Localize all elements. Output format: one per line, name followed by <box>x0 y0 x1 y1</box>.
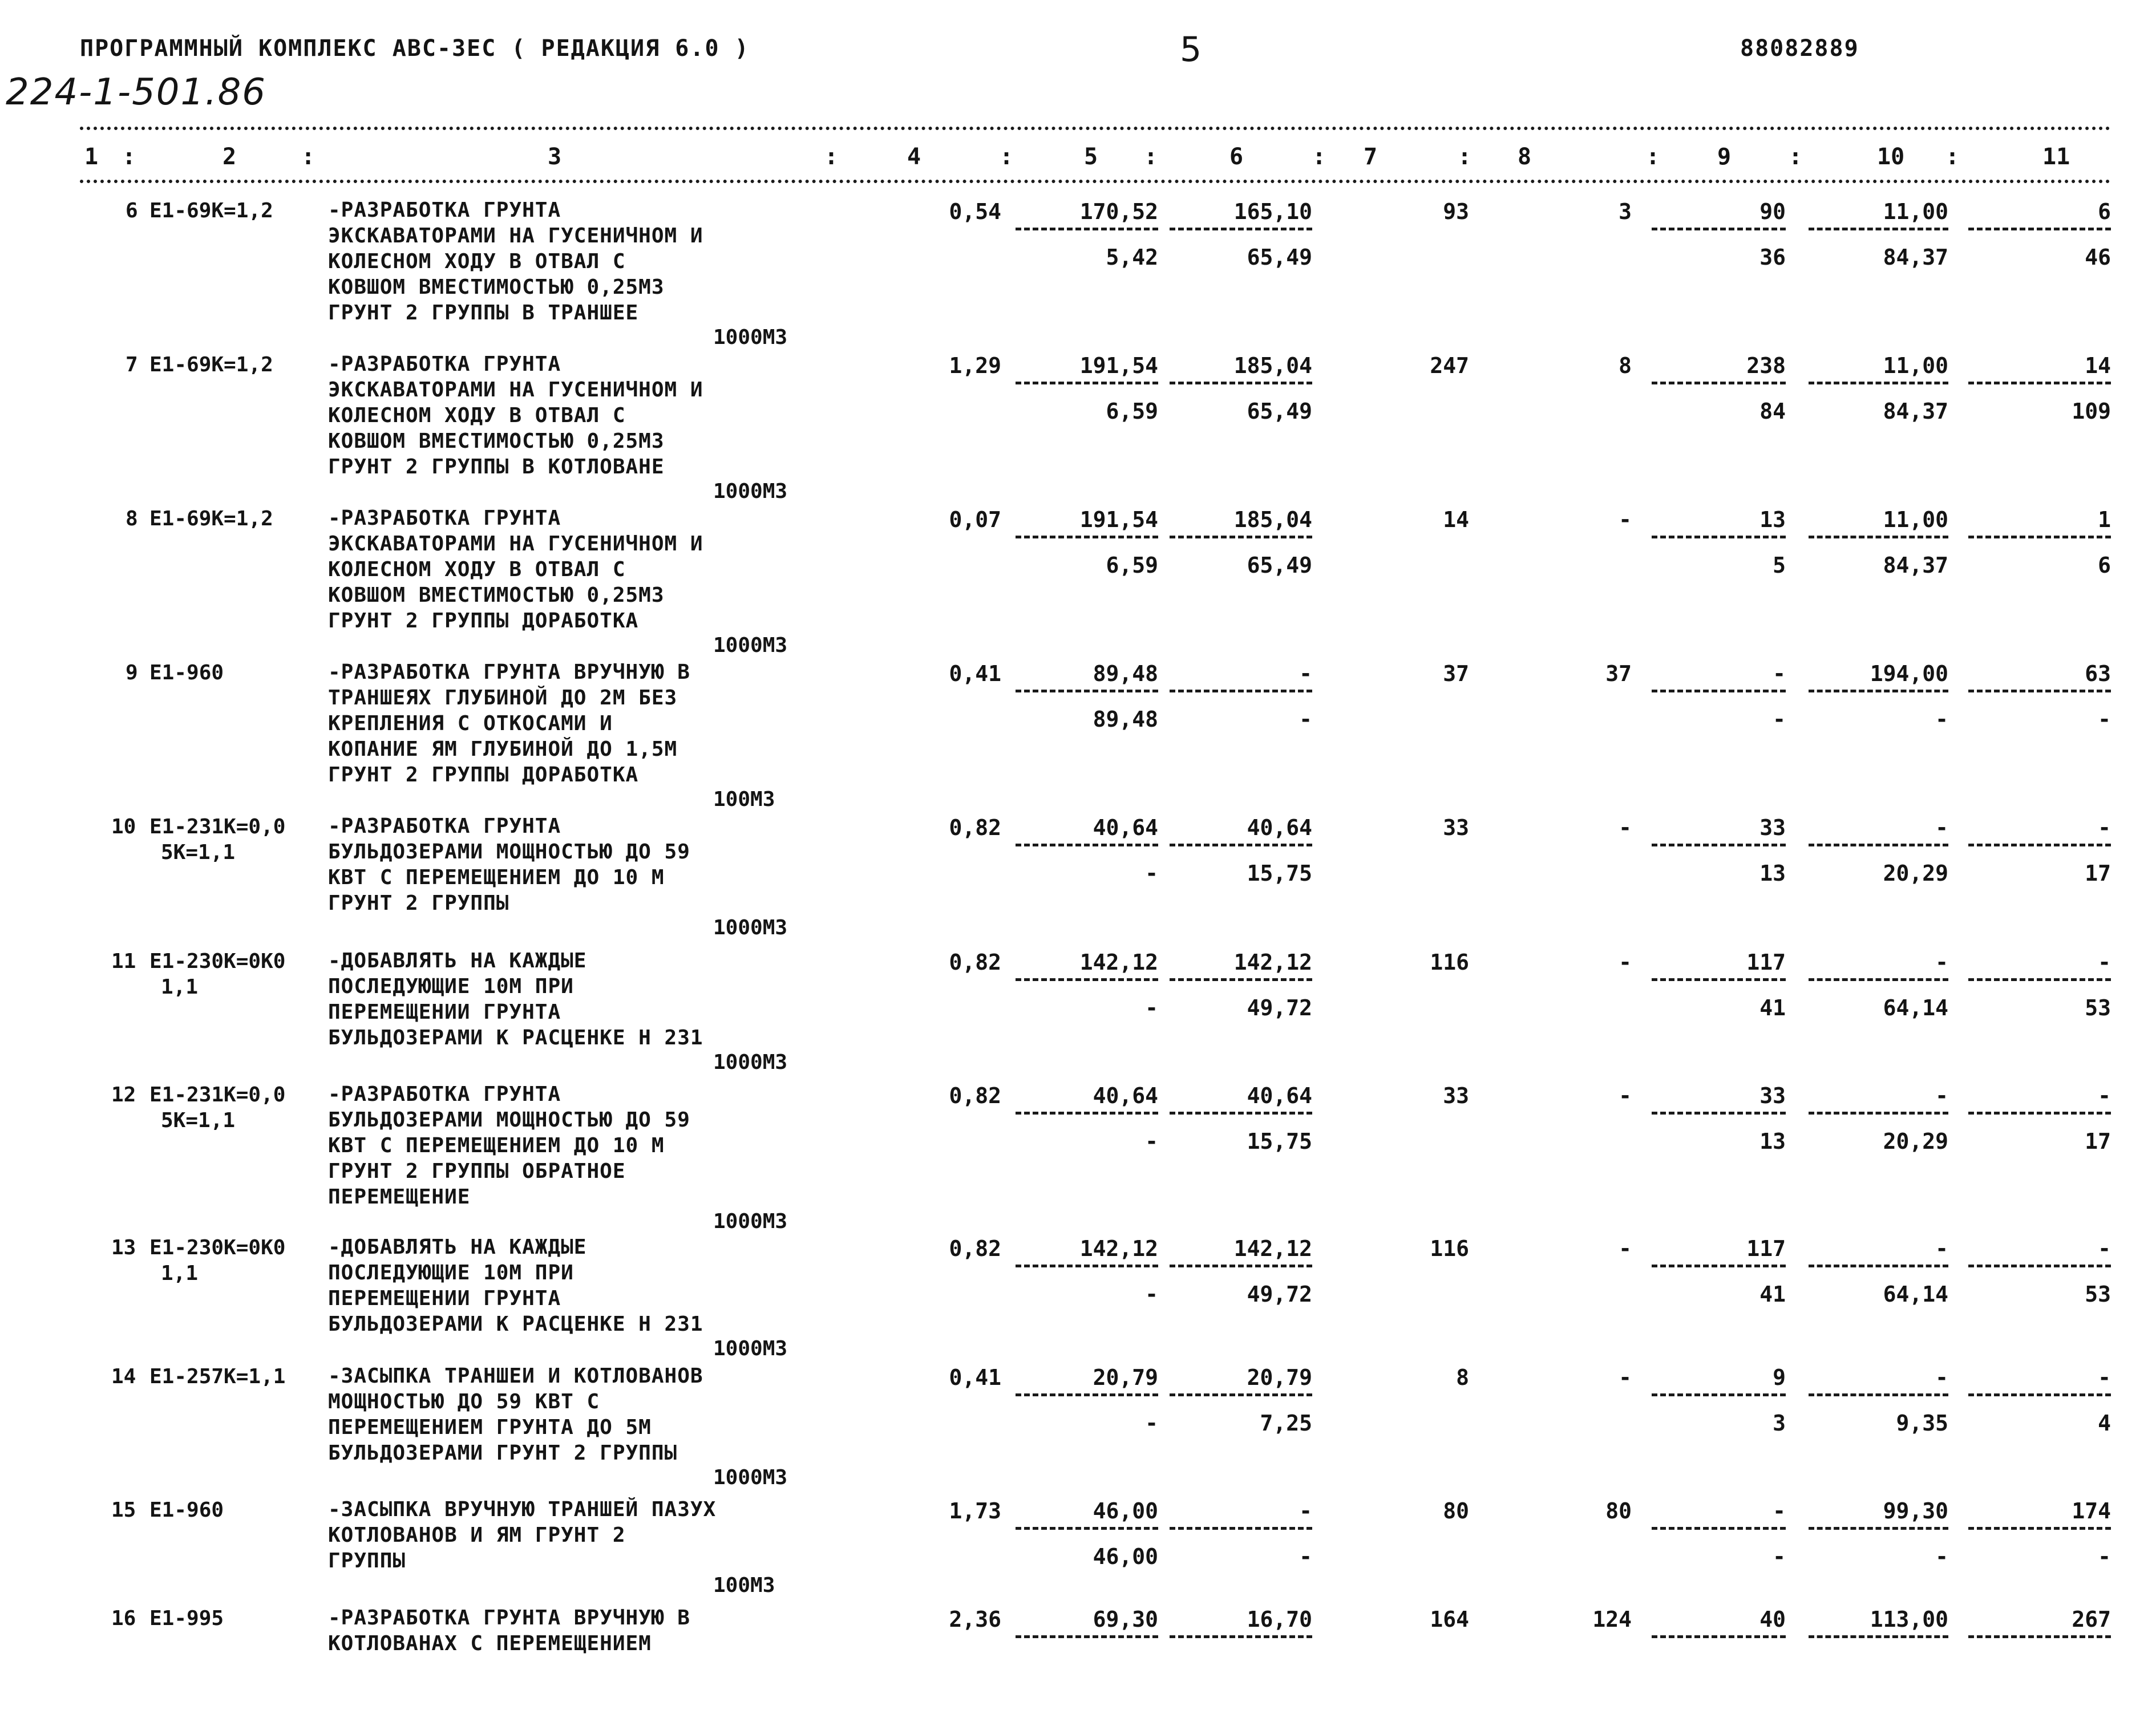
row-number: 9 <box>126 661 138 684</box>
cell-c5b: 46,00 <box>1093 1544 1158 1569</box>
cell-c9a: 33 <box>1759 1083 1786 1108</box>
row-code: Е1-960 <box>149 1498 224 1522</box>
cell-c10b: 84,37 <box>1883 553 1948 578</box>
value-divider <box>1170 228 1312 230</box>
value-divider <box>1809 844 1948 846</box>
column-separator: : <box>1312 144 1326 170</box>
column-header-10: 10 <box>1877 144 1905 170</box>
cell-c7: 33 <box>1443 1083 1469 1108</box>
cell-c10b: 64,14 <box>1883 1282 1948 1307</box>
cell-c5a: 20,79 <box>1093 1365 1158 1390</box>
column-header-2: 2 <box>223 144 237 170</box>
row-code-continuation: 1,1 <box>161 975 199 999</box>
value-divider <box>1809 1635 1948 1638</box>
value-divider <box>1652 1393 1786 1396</box>
cell-c5b: - <box>1145 861 1158 886</box>
cell-c11a: - <box>2098 950 2111 975</box>
row-number: 12 <box>111 1083 136 1107</box>
cell-c9a: 33 <box>1759 815 1786 840</box>
cell-c6b: - <box>1299 1544 1312 1569</box>
value-divider <box>1652 382 1786 384</box>
cell-c6b: 7,25 <box>1260 1411 1312 1436</box>
value-divider <box>1170 690 1312 692</box>
cell-c11a: 6 <box>2098 199 2111 224</box>
cell-c11a: 174 <box>2072 1498 2111 1523</box>
column-separator: : <box>301 144 315 170</box>
value-divider <box>1809 382 1948 384</box>
value-divider <box>1968 536 2111 538</box>
value-divider <box>1652 536 1786 538</box>
cell-c4: 0,82 <box>949 1236 1001 1261</box>
value-divider <box>1968 1112 2111 1115</box>
row-description: -ДОБАВЛЯТЬ НА КАЖДЫЕ ПОСЛЕДУЮЩИЕ 10М ПРИ ПЕРЕМЕЩЕНИИ ГРУНТА БУЛЬДОЗЕРАМИ К РАСЦЕНКЕ Н 231 <box>328 949 703 1050</box>
cell-c5b: - <box>1145 1129 1158 1154</box>
value-divider <box>1170 536 1312 538</box>
cell-c6b: 65,49 <box>1247 553 1312 578</box>
cell-c10b: 20,29 <box>1883 1129 1948 1154</box>
table-top-rule <box>80 127 2111 130</box>
cell-c6b: 49,72 <box>1247 995 1312 1020</box>
cell-c9b: 41 <box>1759 1282 1786 1307</box>
value-divider <box>1809 1265 1948 1267</box>
row-unit: 1000М3 <box>713 326 788 349</box>
value-divider <box>1016 1265 1158 1267</box>
value-divider <box>1968 844 2111 846</box>
row-code: Е1-230К=0К0 <box>149 1236 286 1259</box>
column-separator: : <box>1144 144 1158 170</box>
row-description: -ЗАСЫПКА ВРУЧНУЮ ТРАНШЕЙ ПАЗУХ КОТЛОВАНОВ И ЯМ ГРУНТ 2 ГРУППЫ <box>328 1498 717 1573</box>
cell-c11a: - <box>2098 815 2111 840</box>
value-divider <box>1016 1527 1158 1530</box>
row-code: Е1-231К=0,0 <box>149 1083 286 1107</box>
cell-c8: - <box>1619 950 1632 975</box>
cell-c7: 116 <box>1430 950 1469 975</box>
column-header-1: 1 <box>84 144 99 170</box>
cell-c9b: - <box>1773 707 1786 732</box>
cell-c7: 93 <box>1443 199 1469 224</box>
cell-c5b: - <box>1145 995 1158 1020</box>
cell-c7: 116 <box>1430 1236 1469 1261</box>
value-divider <box>1968 1265 2111 1267</box>
cell-c11b: 53 <box>2085 995 2111 1020</box>
value-divider <box>1652 228 1786 230</box>
value-divider <box>1016 978 1158 981</box>
cell-c4: 0,07 <box>949 507 1001 532</box>
row-description: -РАЗРАБОТКА ГРУНТА ВРУЧНУЮ В ТРАНШЕЯХ ГЛУБИНОЙ ДО 2М БЕЗ КРЕПЛЕНИЯ С ОТКОСАМИ И КОПАНИЕ ЯМ ГЛУБИНОЙ ДО 1,5М ГРУНТ 2 ГРУППЫ ДОРАБОТКА <box>328 661 690 787</box>
cell-c11a: - <box>2098 1365 2111 1390</box>
cell-c11b: 4 <box>2098 1411 2111 1436</box>
cell-c5b: - <box>1145 1282 1158 1307</box>
cell-c6a: 20,79 <box>1247 1365 1312 1390</box>
row-code: Е1-995 <box>149 1607 224 1630</box>
cell-c10a: 11,00 <box>1883 199 1948 224</box>
value-divider <box>1968 690 2111 692</box>
cell-c5b: 6,59 <box>1106 553 1158 578</box>
row-unit: 1000М3 <box>713 1466 788 1489</box>
column-header-9: 9 <box>1717 144 1732 170</box>
value-divider <box>1016 690 1158 692</box>
value-divider <box>1016 536 1158 538</box>
cell-c6a: - <box>1299 661 1312 686</box>
cell-c4: 0,41 <box>949 661 1001 686</box>
column-separator: : <box>1000 144 1014 170</box>
cell-c6a: 142,12 <box>1233 1236 1312 1261</box>
cell-c7: 164 <box>1430 1607 1469 1632</box>
value-divider <box>1809 1112 1948 1115</box>
cell-c8: 3 <box>1619 199 1632 224</box>
cell-c10b: 84,37 <box>1883 399 1948 424</box>
cell-c6a: 142,12 <box>1233 950 1312 975</box>
cell-c4: 0,41 <box>949 1365 1001 1390</box>
cell-c8: 80 <box>1605 1498 1632 1523</box>
row-unit: 1000М3 <box>713 480 788 503</box>
page-number: 5 <box>1180 30 1203 70</box>
column-header-7: 7 <box>1364 144 1378 170</box>
table-header-rule <box>80 180 2111 183</box>
column-header-3: 3 <box>548 144 562 170</box>
cell-c5b: 89,48 <box>1093 707 1158 732</box>
cell-c6a: - <box>1299 1498 1312 1523</box>
cell-c6a: 16,70 <box>1247 1607 1312 1632</box>
cell-c9b: 5 <box>1773 553 1786 578</box>
cell-c4: 2,36 <box>949 1607 1001 1632</box>
cell-c11a: 267 <box>2072 1607 2111 1632</box>
cell-c6a: 165,10 <box>1233 199 1312 224</box>
row-code-continuation: 1,1 <box>161 1262 199 1285</box>
value-divider <box>1652 1527 1786 1530</box>
cell-c10a: 99,30 <box>1883 1498 1948 1523</box>
cell-c11a: - <box>2098 1083 2111 1108</box>
row-number: 16 <box>111 1607 136 1630</box>
row-code: Е1-69К=1,2 <box>149 199 273 222</box>
row-description: -РАЗРАБОТКА ГРУНТА ЭКСКАВАТОРАМИ НА ГУСЕНИЧНОМ И КОЛЕСНОМ ХОДУ В ОТВАЛ С КОВШОМ ВМЕСТИМОСТЬЮ 0,25М3 ГРУНТ 2 ГРУППЫ ДОРАБОТКА <box>328 507 703 633</box>
column-header-8: 8 <box>1518 144 1532 170</box>
cell-c7: 8 <box>1456 1365 1469 1390</box>
cell-c6a: 40,64 <box>1247 815 1312 840</box>
cell-c9b: 3 <box>1773 1411 1786 1436</box>
cell-c5a: 89,48 <box>1093 661 1158 686</box>
value-divider <box>1170 1265 1312 1267</box>
column-separator: : <box>1945 144 1960 170</box>
cell-c5a: 142,12 <box>1079 950 1158 975</box>
value-divider <box>1170 978 1312 981</box>
row-unit: 1000М3 <box>713 916 788 939</box>
cell-c11a: - <box>2098 1236 2111 1261</box>
row-code: Е1-231К=0,0 <box>149 815 286 838</box>
row-unit: 1000М3 <box>713 1210 788 1233</box>
cell-c6b: 65,49 <box>1247 399 1312 424</box>
value-divider <box>1170 1635 1312 1638</box>
cell-c10a: - <box>1935 1365 1948 1390</box>
cell-c9b: 84 <box>1759 399 1786 424</box>
value-divider <box>1968 228 2111 230</box>
cell-c11a: 14 <box>2085 353 2111 378</box>
value-divider <box>1652 1265 1786 1267</box>
value-divider <box>1016 1393 1158 1396</box>
cell-c5b: 6,59 <box>1106 399 1158 424</box>
cell-c10a: 11,00 <box>1883 507 1948 532</box>
value-divider <box>1968 1393 2111 1396</box>
value-divider <box>1170 1527 1312 1530</box>
cell-c4: 1,73 <box>949 1498 1001 1523</box>
cell-c4: 1,29 <box>949 353 1001 378</box>
cell-c5a: 191,54 <box>1079 507 1158 532</box>
cell-c4: 0,54 <box>949 199 1001 224</box>
cell-c9a: 9 <box>1773 1365 1786 1390</box>
value-divider <box>1016 382 1158 384</box>
value-divider <box>1968 382 2111 384</box>
value-divider <box>1170 844 1312 846</box>
cell-c9b: 13 <box>1759 1129 1786 1154</box>
cell-c6b: 15,75 <box>1247 861 1312 886</box>
cell-c8: - <box>1619 507 1632 532</box>
row-unit: 1000М3 <box>713 634 788 657</box>
program-title: ПРОГРАММНЫЙ КОМПЛЕКС АВС-ЗЕС ( РЕДАКЦИЯ 6.0 ) <box>80 35 750 62</box>
row-code-continuation: 5К=1,1 <box>161 1109 236 1132</box>
cell-c10a: - <box>1935 1236 1948 1261</box>
row-code: Е1-69К=1,2 <box>149 353 273 376</box>
cell-c10b: 9,35 <box>1896 1411 1948 1436</box>
cell-c5a: 191,54 <box>1079 353 1158 378</box>
row-number: 7 <box>126 353 138 376</box>
value-divider <box>1809 1393 1948 1396</box>
cell-c10a: 113,00 <box>1870 1607 1948 1632</box>
row-unit: 1000М3 <box>713 1051 788 1074</box>
row-description: -РАЗРАБОТКА ГРУНТА ЭКСКАВАТОРАМИ НА ГУСЕНИЧНОМ И КОЛЕСНОМ ХОДУ В ОТВАЛ С КОВШОМ ВМЕСТИМОСТЬЮ 0,25М3 ГРУНТ 2 ГРУППЫ В ТРАНШЕЕ <box>328 198 703 325</box>
column-separator: : <box>1646 144 1660 170</box>
cell-c7: 33 <box>1443 815 1469 840</box>
cell-c8: - <box>1619 1236 1632 1261</box>
cell-c9a: 90 <box>1759 199 1786 224</box>
cell-c8: 124 <box>1592 1607 1632 1632</box>
row-number: 6 <box>126 199 138 222</box>
value-divider <box>1016 228 1158 230</box>
value-divider <box>1170 1112 1312 1115</box>
value-divider <box>1652 978 1786 981</box>
cell-c11b: 17 <box>2085 1129 2111 1154</box>
cell-c7: 80 <box>1443 1498 1469 1523</box>
cell-c11b: 6 <box>2098 553 2111 578</box>
value-divider <box>1809 978 1948 981</box>
cell-c10a: - <box>1935 815 1948 840</box>
cell-c7: 14 <box>1443 507 1469 532</box>
cell-c11a: 1 <box>2098 507 2111 532</box>
cell-c5a: 40,64 <box>1093 815 1158 840</box>
cell-c11b: 46 <box>2085 245 2111 270</box>
cell-c10a: - <box>1935 1083 1948 1108</box>
cell-c10a: 11,00 <box>1883 353 1948 378</box>
value-divider <box>1016 844 1158 846</box>
cell-c8: - <box>1619 815 1632 840</box>
cell-c10b: 20,29 <box>1883 861 1948 886</box>
column-header-5: 5 <box>1084 144 1098 170</box>
cell-c11a: 63 <box>2085 661 2111 686</box>
cell-c10b: - <box>1935 707 1948 732</box>
value-divider <box>1809 536 1948 538</box>
cell-c9b: 13 <box>1759 861 1786 886</box>
cell-c10a: - <box>1935 950 1948 975</box>
column-separator: : <box>1789 144 1803 170</box>
cell-c11b: - <box>2098 707 2111 732</box>
column-header-6: 6 <box>1229 144 1244 170</box>
cell-c6a: 185,04 <box>1233 507 1312 532</box>
row-description: -РАЗРАБОТКА ГРУНТА БУЛЬДОЗЕРАМИ МОЩНОСТЬЮ ДО 59 КВТ С ПЕРЕМЕЩЕНИЕМ ДО 10 М ГРУНТ 2 ГРУППЫ ОБРАТНОЕ ПЕРЕМЕЩЕНИЕ <box>328 1083 690 1209</box>
row-unit: 100М3 <box>713 1574 775 1597</box>
row-code-continuation: 5К=1,1 <box>161 841 236 864</box>
cell-c9a: 117 <box>1746 950 1786 975</box>
value-divider <box>1809 1527 1948 1530</box>
value-divider <box>1968 978 2111 981</box>
cell-c9a: 13 <box>1759 507 1786 532</box>
column-separator: : <box>1458 144 1472 170</box>
value-divider <box>1016 1112 1158 1115</box>
cell-c11b: 53 <box>2085 1282 2111 1307</box>
cell-c4: 0,82 <box>949 815 1001 840</box>
cell-c10b: 64,14 <box>1883 995 1948 1020</box>
cell-c10b: 84,37 <box>1883 245 1948 270</box>
value-divider <box>1652 690 1786 692</box>
value-divider <box>1968 1527 2111 1530</box>
cell-c6b: 65,49 <box>1247 245 1312 270</box>
cell-c6b: 15,75 <box>1247 1129 1312 1154</box>
cell-c5b: - <box>1145 1411 1158 1436</box>
cell-c10a: 194,00 <box>1870 661 1948 686</box>
cell-c9b: 36 <box>1759 245 1786 270</box>
cell-c10b: - <box>1935 1544 1948 1569</box>
cell-c7: 37 <box>1443 661 1469 686</box>
cell-c5a: 69,30 <box>1093 1607 1158 1632</box>
row-description: -РАЗРАБОТКА ГРУНТА БУЛЬДОЗЕРАМИ МОЩНОСТЬЮ ДО 59 КВТ С ПЕРЕМЕЩЕНИЕМ ДО 10 М ГРУНТ 2 ГРУППЫ <box>328 815 690 915</box>
cell-c4: 0,82 <box>949 1083 1001 1108</box>
value-divider <box>1170 382 1312 384</box>
value-divider <box>1809 228 1948 230</box>
row-description: -РАЗРАБОТКА ГРУНТА ВРУЧНУЮ В КОТЛОВАНАХ С ПЕРЕМЕЩЕНИЕМ <box>328 1606 690 1655</box>
column-separator: : <box>824 144 839 170</box>
cell-c8: - <box>1619 1083 1632 1108</box>
handwritten-project-number: 224-1-501.86 <box>6 71 266 114</box>
value-divider <box>1652 1635 1786 1638</box>
row-description: -ДОБАВЛЯТЬ НА КАЖДЫЕ ПОСЛЕДУЮЩИЕ 10М ПРИ ПЕРЕМЕЩЕНИИ ГРУНТА БУЛЬДОЗЕРАМИ К РАСЦЕНКЕ Н 231 <box>328 1235 703 1336</box>
cell-c6a: 40,64 <box>1247 1083 1312 1108</box>
cell-c6b: - <box>1299 707 1312 732</box>
cell-c4: 0,82 <box>949 950 1001 975</box>
value-divider <box>1016 1635 1158 1638</box>
row-description: -РАЗРАБОТКА ГРУНТА ЭКСКАВАТОРАМИ НА ГУСЕНИЧНОМ И КОЛЕСНОМ ХОДУ В ОТВАЛ С КОВШОМ ВМЕСТИМОСТЬЮ 0,25М3 ГРУНТ 2 ГРУППЫ В КОТЛОВАНЕ <box>328 352 703 479</box>
cell-c11b: 17 <box>2085 861 2111 886</box>
cell-c5a: 142,12 <box>1079 1236 1158 1261</box>
column-header-11: 11 <box>2042 144 2070 170</box>
cell-c9a: 40 <box>1759 1607 1786 1632</box>
cell-c9a: - <box>1773 661 1786 686</box>
cell-c5a: 46,00 <box>1093 1498 1158 1523</box>
cell-c6b: 49,72 <box>1247 1282 1312 1307</box>
row-number: 15 <box>111 1498 136 1522</box>
row-code: Е1-960 <box>149 661 224 684</box>
row-code: Е1-69К=1,2 <box>149 507 273 530</box>
cell-c8: 37 <box>1605 661 1632 686</box>
cell-c6a: 185,04 <box>1233 353 1312 378</box>
value-divider <box>1652 844 1786 846</box>
value-divider <box>1652 1112 1786 1115</box>
value-divider <box>1968 1635 2111 1638</box>
cell-c9a: - <box>1773 1498 1786 1523</box>
cell-c5a: 40,64 <box>1093 1083 1158 1108</box>
row-number: 14 <box>111 1365 136 1388</box>
row-unit: 100М3 <box>713 788 775 811</box>
value-divider <box>1809 690 1948 692</box>
cell-c8: 8 <box>1619 353 1632 378</box>
row-unit: 1000М3 <box>713 1337 788 1360</box>
cell-c11b: - <box>2098 1544 2111 1569</box>
column-header-4: 4 <box>907 144 921 170</box>
cell-c9b: 41 <box>1759 995 1786 1020</box>
row-code: Е1-257К=1,1 <box>149 1365 286 1388</box>
row-description: -ЗАСЫПКА ТРАНШЕИ И КОТЛОВАНОВ МОЩНОСТЬЮ ДО 59 КВТ С ПЕРЕМЕЩЕНИЕМ ГРУНТА ДО 5М БУЛЬДОЗЕРАМИ ГРУНТ 2 ГРУППЫ <box>328 1364 703 1465</box>
cell-c7: 247 <box>1430 353 1469 378</box>
document-code: 88082889 <box>1740 35 1859 62</box>
row-number: 8 <box>126 507 138 530</box>
column-separator: : <box>122 144 136 170</box>
row-number: 10 <box>111 815 136 838</box>
cell-c9a: 238 <box>1746 353 1786 378</box>
cell-c11b: 109 <box>2072 399 2111 424</box>
row-number: 11 <box>111 950 136 973</box>
value-divider <box>1170 1393 1312 1396</box>
cell-c9b: - <box>1773 1544 1786 1569</box>
cell-c8: - <box>1619 1365 1632 1390</box>
row-code: Е1-230К=0К0 <box>149 950 286 973</box>
row-number: 13 <box>111 1236 136 1259</box>
cell-c5b: 5,42 <box>1106 245 1158 270</box>
cell-c9a: 117 <box>1746 1236 1786 1261</box>
cell-c5a: 170,52 <box>1079 199 1158 224</box>
